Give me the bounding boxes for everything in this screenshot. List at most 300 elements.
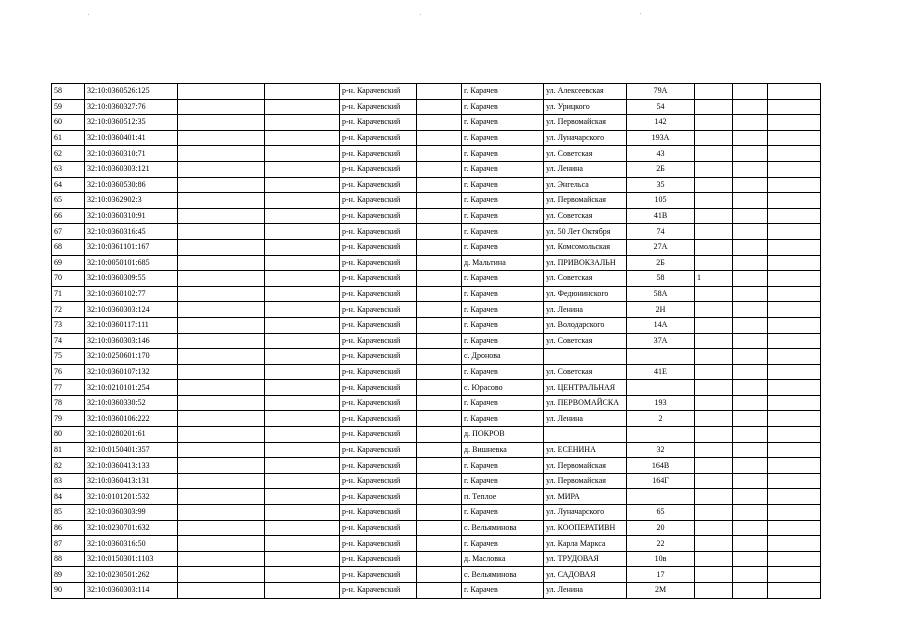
empty-cell bbox=[417, 473, 462, 489]
house-number-cell bbox=[627, 349, 695, 365]
registry-table bbox=[51, 83, 821, 599]
empty-cell bbox=[733, 395, 768, 411]
cadastral-number-cell: 32:10:0210101:254 bbox=[85, 380, 178, 396]
settlement-cell: г. Карачев bbox=[462, 317, 544, 333]
row-number-cell: 70 bbox=[52, 271, 85, 287]
empty-cell bbox=[768, 395, 821, 411]
cadastral-number-cell: 32:10:0360310:71 bbox=[85, 146, 178, 162]
house-number-cell: 74 bbox=[627, 224, 695, 240]
house-number-cell: 193 bbox=[627, 395, 695, 411]
row-number-cell: 60 bbox=[52, 115, 85, 131]
table-row bbox=[52, 505, 821, 521]
empty-cell bbox=[178, 317, 265, 333]
settlement-cell: г. Карачев bbox=[462, 286, 544, 302]
empty-cell bbox=[768, 208, 821, 224]
empty-cell bbox=[417, 161, 462, 177]
empty-cell bbox=[768, 99, 821, 115]
table-row bbox=[52, 317, 821, 333]
street-cell bbox=[544, 349, 627, 365]
empty-cell bbox=[265, 489, 340, 505]
table-row bbox=[52, 583, 821, 599]
settlement-cell: г. Карачев bbox=[462, 177, 544, 193]
table-row bbox=[52, 473, 821, 489]
cadastral-number-cell: 32:10:0230501:262 bbox=[85, 567, 178, 583]
empty-cell bbox=[178, 583, 265, 599]
empty-cell bbox=[733, 567, 768, 583]
street-cell: ул. ЦЕНТРАЛЬНАЯ bbox=[544, 380, 627, 396]
district-cell: р-н. Карачевский bbox=[340, 473, 417, 489]
settlement-cell: д. ПОКРОВ bbox=[462, 427, 544, 443]
empty-cell bbox=[417, 146, 462, 162]
empty-cell bbox=[417, 286, 462, 302]
settlement-cell: г. Карачев bbox=[462, 99, 544, 115]
table-row bbox=[52, 177, 821, 193]
empty-cell bbox=[733, 505, 768, 521]
empty-cell bbox=[265, 161, 340, 177]
table-row bbox=[52, 115, 821, 131]
extra-cell bbox=[695, 255, 733, 271]
district-cell: р-н. Карачевский bbox=[340, 255, 417, 271]
empty-cell bbox=[178, 193, 265, 209]
district-cell: р-н. Карачевский bbox=[340, 224, 417, 240]
cadastral-number-cell: 32:10:0050101:685 bbox=[85, 255, 178, 271]
cadastral-number-cell: 32:10:0362902:3 bbox=[85, 193, 178, 209]
empty-cell bbox=[178, 99, 265, 115]
empty-cell bbox=[417, 193, 462, 209]
empty-cell bbox=[733, 255, 768, 271]
settlement-cell: г. Карачев bbox=[462, 115, 544, 131]
empty-cell bbox=[733, 177, 768, 193]
cadastral-number-cell: 32:10:0360401:41 bbox=[85, 130, 178, 146]
extra-cell bbox=[695, 349, 733, 365]
empty-cell bbox=[178, 333, 265, 349]
street-cell: ул. Первомайская bbox=[544, 193, 627, 209]
street-cell: ул. Володарского bbox=[544, 317, 627, 333]
table-row bbox=[52, 536, 821, 552]
row-number-cell: 87 bbox=[52, 536, 85, 552]
empty-cell bbox=[768, 536, 821, 552]
extra-cell bbox=[695, 583, 733, 599]
empty-cell bbox=[417, 520, 462, 536]
district-cell: р-н. Карачевский bbox=[340, 302, 417, 318]
empty-cell bbox=[733, 99, 768, 115]
empty-cell bbox=[417, 411, 462, 427]
table-row bbox=[52, 395, 821, 411]
empty-cell bbox=[768, 130, 821, 146]
cadastral-number-cell: 32:10:0360303:121 bbox=[85, 161, 178, 177]
empty-cell bbox=[178, 161, 265, 177]
extra-cell bbox=[695, 130, 733, 146]
district-cell: р-н. Карачевский bbox=[340, 380, 417, 396]
empty-cell bbox=[733, 286, 768, 302]
row-number-cell: 78 bbox=[52, 395, 85, 411]
settlement-cell: г. Карачев bbox=[462, 333, 544, 349]
street-cell bbox=[544, 427, 627, 443]
empty-cell bbox=[178, 411, 265, 427]
street-cell: ул. МИРА bbox=[544, 489, 627, 505]
street-cell: ул. ЕСЕНИНА bbox=[544, 442, 627, 458]
settlement-cell: с. Дронова bbox=[462, 349, 544, 365]
street-cell: ул. 50 Лет Октября bbox=[544, 224, 627, 240]
empty-cell bbox=[417, 489, 462, 505]
empty-cell bbox=[265, 349, 340, 365]
row-number-cell: 82 bbox=[52, 458, 85, 474]
empty-cell bbox=[417, 427, 462, 443]
settlement-cell: г. Карачев bbox=[462, 224, 544, 240]
row-number-cell: 90 bbox=[52, 583, 85, 599]
settlement-cell: с. Вельяминова bbox=[462, 567, 544, 583]
settlement-cell: г. Карачев bbox=[462, 208, 544, 224]
district-cell: р-н. Карачевский bbox=[340, 349, 417, 365]
district-cell: р-н. Карачевский bbox=[340, 177, 417, 193]
empty-cell bbox=[733, 427, 768, 443]
empty-cell bbox=[265, 146, 340, 162]
row-number-cell: 71 bbox=[52, 286, 85, 302]
cadastral-number-cell: 32:10:0360413:131 bbox=[85, 473, 178, 489]
empty-cell bbox=[768, 583, 821, 599]
district-cell: р-н. Карачевский bbox=[340, 161, 417, 177]
cadastral-number-cell: 32:10:0230701:632 bbox=[85, 520, 178, 536]
street-cell: ул. САДОВАЯ bbox=[544, 567, 627, 583]
row-number-cell: 62 bbox=[52, 146, 85, 162]
empty-cell bbox=[265, 442, 340, 458]
district-cell: р-н. Карачевский bbox=[340, 505, 417, 521]
table-row bbox=[52, 224, 821, 240]
empty-cell bbox=[733, 161, 768, 177]
settlement-cell: г. Карачев bbox=[462, 239, 544, 255]
house-number-cell: 142 bbox=[627, 115, 695, 131]
table-row bbox=[52, 458, 821, 474]
empty-cell bbox=[265, 255, 340, 271]
empty-cell bbox=[733, 536, 768, 552]
empty-cell bbox=[178, 286, 265, 302]
cadastral-number-cell: 32:10:0101201:532 bbox=[85, 489, 178, 505]
empty-cell bbox=[178, 84, 265, 100]
row-number-cell: 88 bbox=[52, 551, 85, 567]
empty-cell bbox=[178, 239, 265, 255]
district-cell: р-н. Карачевский bbox=[340, 146, 417, 162]
house-number-cell: 35 bbox=[627, 177, 695, 193]
street-cell: ул. Луначарского bbox=[544, 505, 627, 521]
table-row bbox=[52, 442, 821, 458]
house-number-cell: 2М bbox=[627, 583, 695, 599]
empty-cell bbox=[265, 364, 340, 380]
extra-cell bbox=[695, 177, 733, 193]
empty-cell bbox=[768, 473, 821, 489]
extra-cell bbox=[695, 489, 733, 505]
table-row bbox=[52, 489, 821, 505]
district-cell: р-н. Карачевский bbox=[340, 458, 417, 474]
settlement-cell: г. Карачев bbox=[462, 458, 544, 474]
empty-cell bbox=[733, 458, 768, 474]
empty-cell bbox=[768, 239, 821, 255]
cadastral-number-cell: 32:10:0360310:91 bbox=[85, 208, 178, 224]
table-row bbox=[52, 411, 821, 427]
table-row bbox=[52, 193, 821, 209]
district-cell: р-н. Карачевский bbox=[340, 536, 417, 552]
settlement-cell: г. Карачев bbox=[462, 130, 544, 146]
empty-cell bbox=[178, 224, 265, 240]
cadastral-number-cell: 32:10:0360303:146 bbox=[85, 333, 178, 349]
extra-cell bbox=[695, 333, 733, 349]
empty-cell bbox=[265, 473, 340, 489]
table-body bbox=[52, 84, 821, 599]
table-row bbox=[52, 161, 821, 177]
row-number-cell: 75 bbox=[52, 349, 85, 365]
extra-cell bbox=[695, 536, 733, 552]
empty-cell bbox=[265, 99, 340, 115]
empty-cell bbox=[768, 317, 821, 333]
district-cell: р-н. Карачевский bbox=[340, 130, 417, 146]
empty-cell bbox=[265, 208, 340, 224]
empty-cell bbox=[178, 115, 265, 131]
empty-cell bbox=[178, 427, 265, 443]
table-row bbox=[52, 99, 821, 115]
extra-cell bbox=[695, 473, 733, 489]
row-number-cell: 74 bbox=[52, 333, 85, 349]
cadastral-number-cell: 32:10:0280201:61 bbox=[85, 427, 178, 443]
row-number-cell: 73 bbox=[52, 317, 85, 333]
empty-cell bbox=[733, 115, 768, 131]
street-cell: ул. Советская bbox=[544, 271, 627, 287]
table-row bbox=[52, 271, 821, 287]
empty-cell bbox=[265, 115, 340, 131]
table-row bbox=[52, 255, 821, 271]
empty-cell bbox=[733, 473, 768, 489]
empty-cell bbox=[178, 349, 265, 365]
house-number-cell: 164Г bbox=[627, 473, 695, 489]
house-number-cell: 2Б bbox=[627, 255, 695, 271]
row-number-cell: 58 bbox=[52, 84, 85, 100]
street-cell: ул. ПРИВОКЗАЛЬН bbox=[544, 255, 627, 271]
table-row bbox=[52, 567, 821, 583]
empty-cell bbox=[768, 224, 821, 240]
empty-cell bbox=[178, 505, 265, 521]
extra-cell: 1 bbox=[695, 271, 733, 287]
row-number-cell: 84 bbox=[52, 489, 85, 505]
extra-cell bbox=[695, 364, 733, 380]
empty-cell bbox=[178, 177, 265, 193]
cadastral-number-cell: 32:10:0360327:76 bbox=[85, 99, 178, 115]
empty-cell bbox=[178, 520, 265, 536]
settlement-cell: г. Карачев bbox=[462, 146, 544, 162]
row-number-cell: 63 bbox=[52, 161, 85, 177]
cadastral-number-cell: 32:10:0360330:52 bbox=[85, 395, 178, 411]
empty-cell bbox=[265, 239, 340, 255]
street-cell: ул. Советская bbox=[544, 208, 627, 224]
street-cell: ул. Советская bbox=[544, 333, 627, 349]
empty-cell bbox=[178, 302, 265, 318]
empty-cell bbox=[417, 224, 462, 240]
district-cell: р-н. Карачевский bbox=[340, 567, 417, 583]
empty-cell bbox=[178, 208, 265, 224]
empty-cell bbox=[733, 193, 768, 209]
empty-cell bbox=[265, 177, 340, 193]
empty-cell bbox=[178, 473, 265, 489]
house-number-cell: 43 bbox=[627, 146, 695, 162]
empty-cell bbox=[768, 161, 821, 177]
street-cell: ул. Первомайская bbox=[544, 473, 627, 489]
house-number-cell: 79А bbox=[627, 84, 695, 100]
empty-cell bbox=[768, 458, 821, 474]
table-row bbox=[52, 130, 821, 146]
extra-cell bbox=[695, 458, 733, 474]
district-cell: р-н. Карачевский bbox=[340, 583, 417, 599]
house-number-cell: 41Е bbox=[627, 364, 695, 380]
empty-cell bbox=[733, 583, 768, 599]
empty-cell bbox=[417, 302, 462, 318]
district-cell: р-н. Карачевский bbox=[340, 427, 417, 443]
district-cell: р-н. Карачевский bbox=[340, 551, 417, 567]
settlement-cell: г. Карачев bbox=[462, 505, 544, 521]
settlement-cell: п. Теплое bbox=[462, 489, 544, 505]
empty-cell bbox=[265, 380, 340, 396]
empty-cell bbox=[178, 271, 265, 287]
empty-cell bbox=[178, 364, 265, 380]
cadastral-number-cell: 32:10:0360106:222 bbox=[85, 411, 178, 427]
empty-cell bbox=[265, 583, 340, 599]
house-number-cell: 2 bbox=[627, 411, 695, 427]
table-row bbox=[52, 146, 821, 162]
table-row bbox=[52, 520, 821, 536]
cadastral-number-cell: 32:10:0360117:111 bbox=[85, 317, 178, 333]
extra-cell bbox=[695, 84, 733, 100]
empty-cell bbox=[417, 84, 462, 100]
row-number-cell: 89 bbox=[52, 567, 85, 583]
empty-cell bbox=[265, 317, 340, 333]
street-cell: ул. Ленина bbox=[544, 161, 627, 177]
settlement-cell: г. Карачев bbox=[462, 395, 544, 411]
street-cell: ул. ТРУДОВАЯ bbox=[544, 551, 627, 567]
extra-cell bbox=[695, 224, 733, 240]
house-number-cell bbox=[627, 380, 695, 396]
empty-cell bbox=[417, 442, 462, 458]
empty-cell bbox=[265, 193, 340, 209]
cadastral-number-cell: 32:10:0250601:170 bbox=[85, 349, 178, 365]
settlement-cell: г. Карачев bbox=[462, 473, 544, 489]
settlement-cell: г. Карачев bbox=[462, 271, 544, 287]
settlement-cell: д. Вишневка bbox=[462, 442, 544, 458]
street-cell: ул. Луначарского bbox=[544, 130, 627, 146]
street-cell: ул. Советская bbox=[544, 146, 627, 162]
table-row bbox=[52, 286, 821, 302]
empty-cell bbox=[768, 551, 821, 567]
settlement-cell: г. Карачев bbox=[462, 364, 544, 380]
district-cell: р-н. Карачевский bbox=[340, 193, 417, 209]
extra-cell bbox=[695, 317, 733, 333]
empty-cell bbox=[733, 130, 768, 146]
cadastral-number-cell: 32:10:0150401:357 bbox=[85, 442, 178, 458]
table-row bbox=[52, 364, 821, 380]
house-number-cell: 58 bbox=[627, 271, 695, 287]
street-cell: ул. Ленина bbox=[544, 411, 627, 427]
extra-cell bbox=[695, 208, 733, 224]
settlement-cell: д. Мальтина bbox=[462, 255, 544, 271]
district-cell: р-н. Карачевский bbox=[340, 364, 417, 380]
cadastral-number-cell: 32:10:0360512:35 bbox=[85, 115, 178, 131]
empty-cell bbox=[417, 364, 462, 380]
empty-cell bbox=[768, 380, 821, 396]
row-number-cell: 65 bbox=[52, 193, 85, 209]
settlement-cell: г. Карачев bbox=[462, 583, 544, 599]
row-number-cell: 85 bbox=[52, 505, 85, 521]
table-row bbox=[52, 380, 821, 396]
settlement-cell: с. Юрасово bbox=[462, 380, 544, 396]
district-cell: р-н. Карачевский bbox=[340, 99, 417, 115]
empty-cell bbox=[733, 333, 768, 349]
empty-cell bbox=[178, 489, 265, 505]
empty-cell bbox=[733, 411, 768, 427]
empty-cell bbox=[733, 317, 768, 333]
empty-cell bbox=[733, 146, 768, 162]
empty-cell bbox=[265, 130, 340, 146]
empty-cell bbox=[768, 193, 821, 209]
extra-cell bbox=[695, 286, 733, 302]
empty-cell bbox=[417, 130, 462, 146]
empty-cell bbox=[733, 239, 768, 255]
empty-cell bbox=[768, 520, 821, 536]
empty-cell bbox=[733, 84, 768, 100]
house-number-cell: 164В bbox=[627, 458, 695, 474]
row-number-cell: 77 bbox=[52, 380, 85, 396]
cadastral-number-cell: 32:10:0360303:99 bbox=[85, 505, 178, 521]
cadastral-number-cell: 32:10:0360530:86 bbox=[85, 177, 178, 193]
empty-cell bbox=[417, 255, 462, 271]
extra-cell bbox=[695, 99, 733, 115]
row-number-cell: 59 bbox=[52, 99, 85, 115]
empty-cell bbox=[265, 567, 340, 583]
extra-cell bbox=[695, 442, 733, 458]
empty-cell bbox=[733, 520, 768, 536]
empty-cell bbox=[733, 442, 768, 458]
row-number-cell: 79 bbox=[52, 411, 85, 427]
empty-cell bbox=[417, 536, 462, 552]
table-row bbox=[52, 349, 821, 365]
street-cell: ул. Энгельса bbox=[544, 177, 627, 193]
street-cell: ул. КООПЕРАТИВН bbox=[544, 520, 627, 536]
house-number-cell bbox=[627, 489, 695, 505]
row-number-cell: 81 bbox=[52, 442, 85, 458]
cadastral-number-cell: 32:10:0361101:167 bbox=[85, 239, 178, 255]
empty-cell bbox=[417, 177, 462, 193]
house-number-cell: 65 bbox=[627, 505, 695, 521]
empty-cell bbox=[768, 286, 821, 302]
empty-cell bbox=[733, 551, 768, 567]
empty-cell bbox=[417, 333, 462, 349]
empty-cell bbox=[768, 489, 821, 505]
extra-cell bbox=[695, 551, 733, 567]
cadastral-number-cell: 32:10:0360309:55 bbox=[85, 271, 178, 287]
empty-cell bbox=[768, 84, 821, 100]
empty-cell bbox=[265, 411, 340, 427]
house-number-cell: 2Б bbox=[627, 161, 695, 177]
empty-cell bbox=[265, 84, 340, 100]
empty-cell bbox=[178, 551, 265, 567]
empty-cell bbox=[265, 536, 340, 552]
empty-cell bbox=[265, 505, 340, 521]
empty-cell bbox=[178, 442, 265, 458]
settlement-cell: с. Вельяминова bbox=[462, 520, 544, 536]
house-number-cell: 37А bbox=[627, 333, 695, 349]
district-cell: р-н. Карачевский bbox=[340, 286, 417, 302]
house-number-cell: 17 bbox=[627, 567, 695, 583]
house-number-cell: 41В bbox=[627, 208, 695, 224]
cadastral-number-cell: 32:10:0360316:50 bbox=[85, 536, 178, 552]
settlement-cell: г. Карачев bbox=[462, 411, 544, 427]
house-number-cell: 14А bbox=[627, 317, 695, 333]
settlement-cell: г. Карачев bbox=[462, 536, 544, 552]
street-cell: ул. ПЕРВОМАЙСКА bbox=[544, 395, 627, 411]
